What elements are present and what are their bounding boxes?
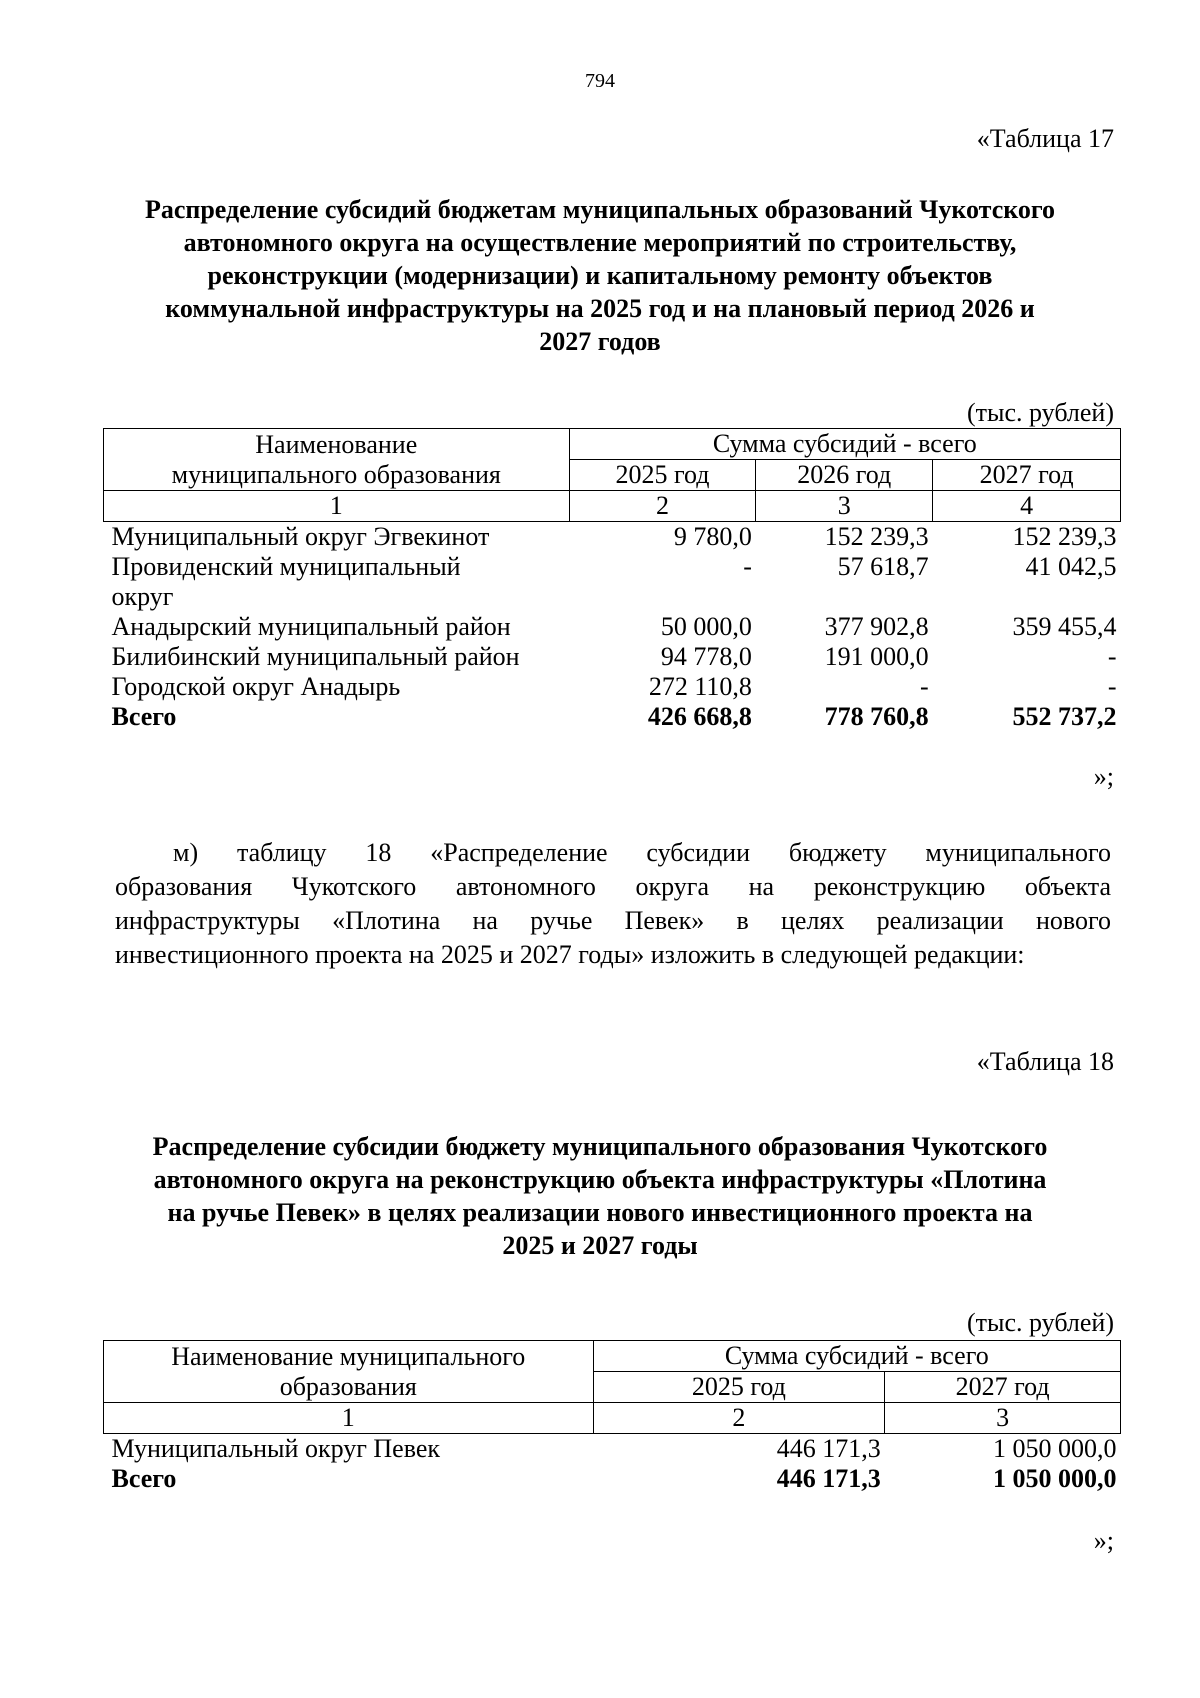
row-value-2027: - [1107,672,1117,701]
table17-col-number: 2 [569,491,756,522]
table18-title-line: 2025 и 2027 годы [502,1231,698,1260]
row-value-2027: - [1107,642,1117,671]
page-number: 794 [585,70,615,92]
total-label: Всего [111,702,177,731]
table17-header-year: 2026 год [756,460,933,491]
table18-closing-quote: »; [1093,1526,1114,1555]
row-name: Муниципальный округ Певек [111,1434,441,1463]
table17-title-line: Распределение субсидий бюджетам муниципальных образований Чукотского [144,195,1056,224]
total-2025: 446 171,3 [776,1464,881,1493]
table17-header-name: Наименование муниципального образования [104,429,570,491]
row-name: Билибинский муниципальный район [111,642,520,671]
table17-header-year: 2027 год [933,460,1121,491]
row-value-2025: 272 110,8 [648,672,752,701]
row-value-2027: 1 050 000,0 [993,1434,1117,1463]
row-value-2026: 191 000,0 [824,642,929,671]
table18-col-number: 1 [104,1403,594,1434]
row-value-2026: - [920,672,929,701]
row-value-2025: 50 000,0 [660,612,752,641]
table17-title-line: 2027 годов [539,327,661,356]
row-name: Анадырский муниципальный район [111,612,511,641]
paragraph-m [115,836,1111,972]
table18-title [100,1130,1100,1262]
table17-title-line: коммунальной инфраструктуры на 2025 год и на плановый период 2026 и [165,294,1035,323]
table17-header-year: 2025 год [569,460,756,491]
row-value-2026: 152 239,3 [824,522,929,551]
table18-title-line: на ручье Певек» в целях реализации нового инвестиционного проекта на [167,1198,1033,1227]
table17-col-number: 3 [756,491,933,522]
paragraph-line: инвестиционного проекта на 2025 и 2027 годы» изложить в следующей редакции: [115,940,1025,969]
total-label: Всего [111,1464,177,1493]
table17-title [100,193,1100,358]
table17-col-number: 4 [933,491,1121,522]
row-value-2025: 446 171,3 [776,1434,881,1463]
table17-header-sum: Сумма субсидий - всего [569,429,1120,460]
table17-title-line: автономного округа на осуществление мероприятий по строительству, [183,228,1017,257]
row-value-2027: 41 042,5 [1025,552,1117,581]
row-value-2025: 9 780,0 [673,522,752,551]
table18-col-number: 2 [593,1403,885,1434]
total-2026: 778 760,8 [824,702,929,731]
table18-col-number: 3 [885,1403,1121,1434]
table17-units: (тыс. рублей) [966,398,1114,427]
table-row [104,612,1121,642]
row-value-2027: 359 455,4 [1012,612,1117,641]
total-2025: 426 668,8 [647,702,752,731]
table17-col-number: 1 [104,491,570,522]
table18 [103,1340,1121,1494]
table17-title-line: реконструкции (модернизации) и капитальному ремонту объектов [207,261,993,290]
table18-caption: «Таблица 18 [976,1047,1114,1076]
table17-caption: «Таблица 17 [976,124,1114,153]
total-2027: 552 737,2 [1012,702,1117,731]
row-value-2026: 377 902,8 [824,612,929,641]
paragraph-line: м) таблицу 18 «Распределение субсидии бюджету муниципального [173,838,1111,867]
paragraph-line: инфраструктуры «Плотина на ручье Певек» в целях реализации нового [115,906,1111,935]
table18-units: (тыс. рублей) [966,1308,1114,1337]
table18-header-sum: Сумма субсидий - всего [593,1341,1120,1372]
row-value-2025: 94 778,0 [660,642,752,671]
table17-closing-quote: »; [1093,762,1114,791]
row-name: Муниципальный округ Эгвекинот [111,522,490,551]
row-value-2027: 152 239,3 [1012,522,1117,551]
table-row [104,522,1121,553]
table18-header-year: 2027 год [885,1372,1121,1403]
total-2027: 1 050 000,0 [993,1464,1117,1493]
table-row [104,1434,1121,1465]
table18-header-year: 2025 год [593,1372,885,1403]
total-row [104,702,1121,732]
table18-title-line: Распределение субсидии бюджету муниципального образования Чукотского [152,1132,1048,1161]
row-name: Провиденский муниципальный округ [111,552,461,611]
total-row [104,1464,1121,1494]
table-row [104,552,1121,612]
row-value-2026: 57 618,7 [837,552,929,581]
row-value-2025: - [743,552,752,581]
table18-title-line: автономного округа на реконструкцию объекта инфраструктуры «Плотина [153,1165,1047,1194]
table18-header-name: Наименование муниципального образования [104,1341,594,1403]
table-row [104,672,1121,702]
table17 [103,428,1121,732]
table-row [104,642,1121,672]
paragraph-line: образования Чукотского автономного округа на реконструкцию объекта [115,872,1111,901]
row-name: Городской округ Анадырь [111,672,401,701]
